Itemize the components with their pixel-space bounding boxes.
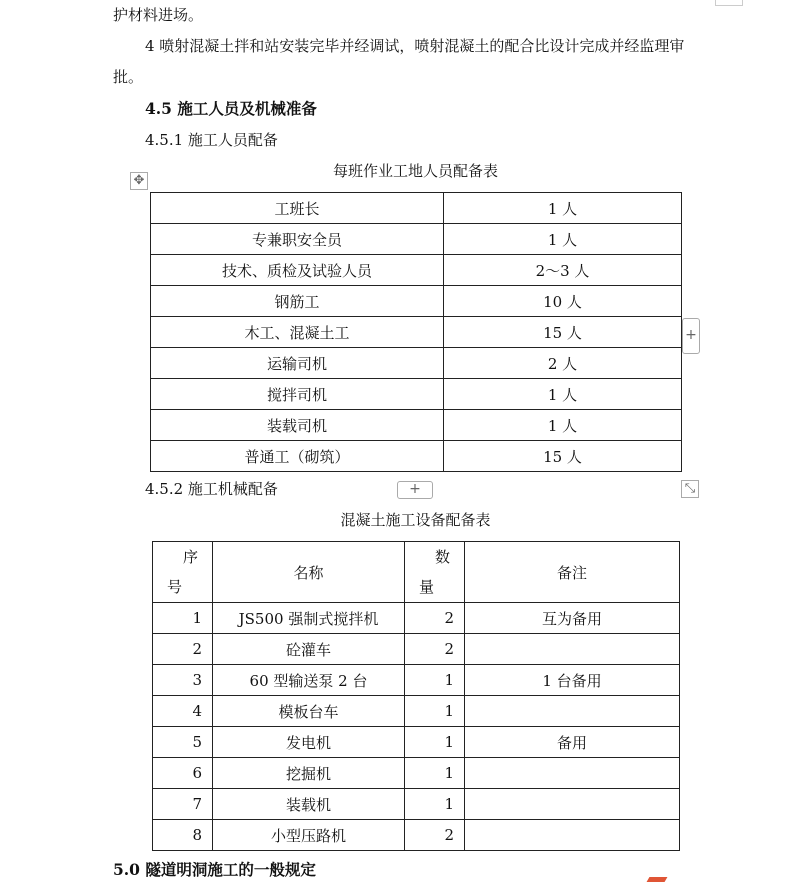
equipment-note-cell [465, 789, 680, 820]
equipment-note-cell: 互为备用 [465, 603, 680, 634]
staff-count-cell: 2～3 人 [444, 255, 682, 286]
equipment-name-cell: 砼灌车 [213, 634, 405, 665]
staff-role-cell: 技术、质检及试验人员 [151, 255, 444, 286]
equipment-name-cell: 60 型输送泵 2 台 [213, 665, 405, 696]
header-note: 备注 [465, 542, 680, 603]
add-column-button[interactable]: + [682, 318, 700, 354]
staff-count-cell: 2 人 [444, 348, 682, 379]
staff-role-cell: 钢筋工 [151, 286, 444, 317]
equipment-note-cell: 备用 [465, 727, 680, 758]
staff-count-cell: 1 人 [444, 379, 682, 410]
equipment-no-cell: 8 [153, 820, 213, 851]
equipment-qty-cell: 2 [405, 603, 465, 634]
equipment-table-row [153, 696, 680, 727]
staff-table-row [151, 286, 682, 317]
equipment-table-row [153, 727, 680, 758]
staff-count-cell: 15 人 [444, 441, 682, 472]
equipment-no-cell: 3 [153, 665, 213, 696]
equipment-name-cell: 发电机 [213, 727, 405, 758]
equipment-no-cell: 6 [153, 758, 213, 789]
header-seq-part-1: 序 [182, 548, 198, 566]
staff-table-row [151, 317, 682, 348]
equipment-no-cell: 7 [153, 789, 213, 820]
equipment-table-row [153, 789, 680, 820]
staff-role-cell: 运输司机 [151, 348, 444, 379]
header-qty [405, 542, 465, 603]
staff-table-row [151, 379, 682, 410]
equipment-name-cell: 挖掘机 [213, 758, 405, 789]
heading-4-5-1: 4.5.1 施工人员配备 [145, 131, 278, 149]
equipment-no-cell: 1 [153, 603, 213, 634]
equipment-name-cell: 小型压路机 [213, 820, 405, 851]
staff-role-cell: 工班长 [151, 193, 444, 224]
staff-role-cell: 专兼职安全员 [151, 224, 444, 255]
staff-count-cell: 15 人 [444, 317, 682, 348]
equipment-note-cell [465, 696, 680, 727]
equipment-qty-cell: 2 [405, 634, 465, 665]
header-name: 名称 [213, 542, 405, 603]
equipment-table-row [153, 634, 680, 665]
equipment-qty-cell: 1 [405, 789, 465, 820]
staff-count-cell: 10 人 [444, 286, 682, 317]
staff-table [150, 192, 682, 472]
staff-table-row [151, 255, 682, 286]
equipment-table-row [153, 665, 680, 696]
staff-table-row [151, 224, 682, 255]
equipment-name-cell: 装载机 [213, 789, 405, 820]
staff-table-row [151, 441, 682, 472]
heading-4-5: 4.5 施工人员及机械准备 [145, 99, 317, 118]
add-row-button[interactable]: + [397, 481, 433, 499]
staff-role-cell: 装载司机 [151, 410, 444, 441]
staff-role-cell: 木工、混凝土工 [151, 317, 444, 348]
equipment-note-cell [465, 820, 680, 851]
equipment-note-cell [465, 634, 680, 665]
equipment-name-cell: JS500 强制式搅拌机 [213, 603, 405, 634]
staff-count-cell: 1 人 [444, 410, 682, 441]
header-qty-part-2: 量 [418, 578, 434, 596]
equipment-qty-cell: 1 [405, 758, 465, 789]
red-cursor-mark [647, 877, 668, 882]
paragraph-2-line-1: 4 喷射混凝土拌和站安装完毕并经调试，喷射混凝土的配合比设计完成并经监理审 [145, 37, 685, 55]
staff-count-cell: 1 人 [444, 193, 682, 224]
staff-table-caption: 每班作业工地人员配备表 [332, 162, 498, 180]
page-corner-mark [715, 0, 743, 6]
staff-role-cell: 普通工（砌筑） [151, 441, 444, 472]
equipment-no-cell: 4 [153, 696, 213, 727]
table-resize-icon[interactable]: ⤡ [681, 480, 699, 498]
equipment-table-row [153, 820, 680, 851]
table-move-icon[interactable]: ✥ [130, 172, 148, 190]
staff-table-row [151, 410, 682, 441]
header-seq [153, 542, 213, 603]
staff-table-row [151, 348, 682, 379]
equipment-no-cell: 5 [153, 727, 213, 758]
equipment-table [152, 541, 680, 851]
header-qty-part-1: 数 [434, 548, 450, 566]
equipment-note-cell: 1 台备用 [465, 665, 680, 696]
equipment-qty-cell: 2 [405, 820, 465, 851]
staff-count-cell: 1 人 [444, 224, 682, 255]
header-seq-part-2: 号 [166, 578, 182, 596]
heading-4-5-2: 4.5.2 施工机械配备 [145, 480, 278, 498]
staff-table-row [151, 193, 682, 224]
equipment-table-header-row [153, 542, 680, 603]
equipment-table-row [153, 758, 680, 789]
paragraph-1: 护材料进场。 [113, 6, 204, 24]
heading-5-0: 5.0 隧道明洞施工的一般规定 [113, 860, 316, 879]
equipment-table-row [153, 603, 680, 634]
equipment-table-caption: 混凝土施工设备配备表 [340, 511, 491, 529]
staff-role-cell: 搅拌司机 [151, 379, 444, 410]
equipment-note-cell [465, 758, 680, 789]
equipment-qty-cell: 1 [405, 727, 465, 758]
equipment-no-cell: 2 [153, 634, 213, 665]
equipment-qty-cell: 1 [405, 696, 465, 727]
paragraph-2-line-2: 批。 [113, 68, 144, 86]
equipment-name-cell: 模板台车 [213, 696, 405, 727]
equipment-qty-cell: 1 [405, 665, 465, 696]
